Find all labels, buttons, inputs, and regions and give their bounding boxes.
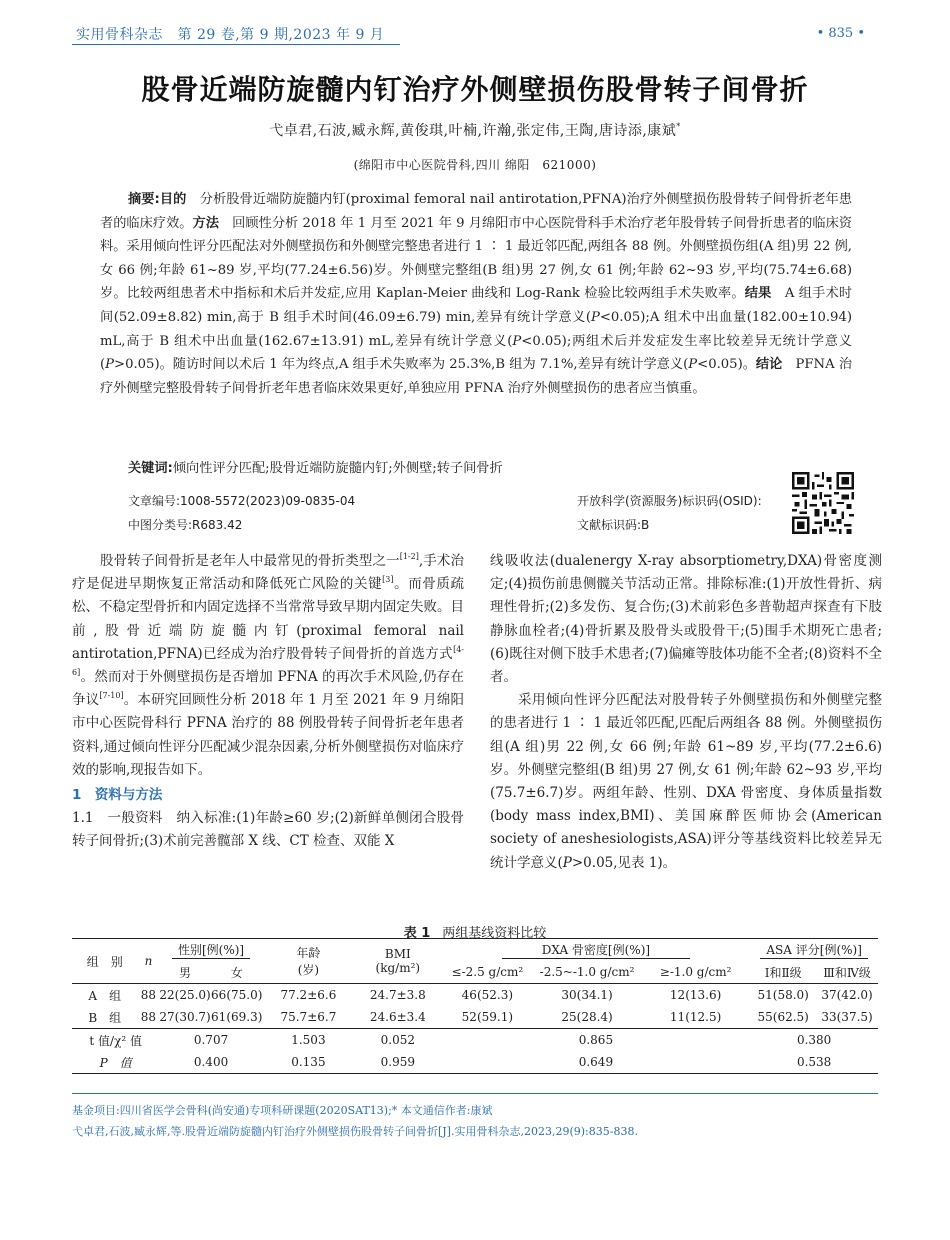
- p-symbol: P: [512, 333, 522, 349]
- cell-asa-1: 55(62.5): [757, 1010, 809, 1024]
- intro-text: 。然而对于外侧壁损伤是否增加 PFNA 的再次手术风险,仍存在争议: [72, 669, 464, 709]
- cell-bmi: 24.7±3.8: [369, 988, 426, 1002]
- col-header-group: 组 别: [72, 939, 138, 984]
- result-text-5: <0.05)。: [697, 357, 756, 373]
- citation-note: 弋卓君,石波,臧永辉,等.股骨近端防旋髓内钉治疗外侧壁损伤股骨转子间骨折[J].实用骨科杂志,2023,29(9):835-838.: [72, 1125, 638, 1138]
- abstract-label: 摘要:: [128, 192, 160, 207]
- intro-text: 股骨转子间骨折是老年人中最常见的骨折类型之一: [100, 553, 400, 569]
- cell-female: 61(69.3): [211, 1010, 263, 1024]
- p-symbol: P: [591, 309, 600, 325]
- cell-bmi: 24.6±3.4: [369, 1010, 426, 1024]
- author-list: [0, 120, 950, 140]
- p-sex: 0.400: [159, 1051, 262, 1074]
- result-label: 结果: [744, 286, 772, 302]
- dxa-header-text: DXA 骨密度[例(%)]: [502, 941, 690, 959]
- cell-n: 88: [140, 1010, 157, 1024]
- page-number: • 835 •: [816, 26, 865, 41]
- citation[interactable]: [3]: [382, 575, 394, 585]
- inclusion-criteria: 纳入标准:(1)年龄≥60 岁;(2)新鲜单侧闭合股骨转子间骨折;(3)术前完善髋部 X 线、CT 检查、双能 X: [72, 810, 465, 850]
- matching-text: 采用倾向性评分匹配法对股骨转子外侧壁损伤和外侧壁完整的患者进行 1 ∶ 1 最近邻匹配,匹配后两组各 88 例。外侧壁损伤组(A 组)男 22 例,女 66 例;年龄 61~89 岁,平均(77.2±6.6)岁。外侧壁完整组(B 组)男 27 例,女 61 例;年龄 62~93 岁,平均(75.7±6.7)岁。两组年龄、性别、DXA 骨密度、身体质量指数(body mass index,BMI)、美国麻醉医师协会(American society of aneshesiologists,ASA)评分等基线资料比较差异无统计学意义(: [490, 692, 882, 871]
- criteria-paragraph: 线吸收法(dualenergy X-ray absorptiometry,DXA)骨密度测定;(4)损伤前患侧髋关节活动正常。排除标准:(1)开放性骨折、病理性骨折;(2)多发伤、复合伤;(3)术前彩色多普勒超声探查有下肢静脉血栓者;(4)骨折累及股骨头或股骨干;(5)围手术期死亡患者;(6)既往对侧下肢手术患者;(7)偏瘫等肢体功能不全者;(8)资料不全者。: [490, 553, 882, 686]
- cell-age: 75.7±6.7: [280, 1010, 337, 1024]
- p-asa: 0.538: [750, 1051, 878, 1074]
- col-header-sex: [159, 939, 262, 962]
- conclusion-text: PFNA 治疗外侧壁完整股骨转子间骨折老年患者临床效果更好,单独应用 PFNA 治疗外侧壁损伤的患者应当慎重。: [100, 357, 853, 396]
- footnote-rule: [72, 1093, 878, 1094]
- header-rule: [72, 44, 400, 45]
- cell-asa-1: 51(58.0): [757, 988, 809, 1002]
- affiliation: (绵阳市中心医院骨科,四川 绵阳 621000): [353, 158, 597, 172]
- table-title: 两组基线资料比较: [442, 926, 547, 941]
- method-text: 回顾性分析 2018 年 1 月至 2021 年 9 月绵阳市中心医院骨科手术治疗老年股骨转子间骨折患者的临床资料。采用倾向性评分匹配法对外侧壁损伤和外侧壁完整患者进行 1 ∶ 1 最近邻匹配,两组各 88 例。外侧壁损伤组(A 组)男 22 例,女 66 例;年龄 61~89 岁,平均(77.24±6.56)岁。外侧壁完整组(B 组)男 27 例,女 61 例;年龄 62~93 岁,平均(75.74±6.68)岁。比较两组患者术中指标和术后并发症,应用 Kaplan-Meier 曲线和 Log-Rank 检验比较两组手术失败率。: [100, 215, 853, 302]
- classification-number: 中图分类号:R683.42: [128, 518, 243, 532]
- intro-paragraph: [72, 550, 464, 782]
- cell-dxa-2: 30(34.1): [561, 988, 613, 1002]
- keywords-text: 倾向性评分匹配;股骨近端防旋髓内钉;外侧壁;转子间骨折: [172, 461, 503, 476]
- col-header-dxa: [442, 939, 751, 962]
- col-header-n: [138, 939, 160, 984]
- intro-text: ,手术治疗是促进早期恢复正常活动和降低死亡风险的关键: [72, 553, 465, 593]
- table-row-p-value: [72, 1051, 878, 1074]
- funding-note: 基金项目:四川省医学会骨科(尚安通)专项科研课题(2020SAT13);* 本文通信作者:康斌: [72, 1104, 493, 1117]
- result-text-2: <0.05);A 组术中出血量(182.00±10.94) mL,高于 B 组术中出血量(162.67±13.91) mL,差异有统计学意义(: [100, 309, 852, 349]
- cell-group: A 组: [88, 988, 122, 1003]
- cell-dxa-3: 11(12.5): [669, 1010, 722, 1024]
- table-row-statistic: [72, 1029, 878, 1052]
- stat-asa: 0.380: [750, 1029, 878, 1052]
- abstract-body: [100, 188, 852, 400]
- col-header-dxa-3: ≥-1.0 g/cm²: [641, 961, 750, 984]
- table-row: [72, 984, 878, 1007]
- subsection-heading: 1.1 一般资料: [72, 810, 163, 827]
- baseline-table: [72, 938, 878, 1074]
- table-number: 表 1: [403, 926, 431, 941]
- keywords: [128, 457, 503, 476]
- running-header-journal: 实用骨科杂志 第 29 卷,第 9 期,2023 年 9 月: [76, 27, 385, 43]
- intro-text: 。本研究回顾性分析 2018 年 1 月至 2021 年 9 月绵阳市中心医院骨科行 PFNA 治疗的 88 例股骨转子间骨折老年患者资料,通过倾向性评分匹配减少混杂因素,分析外侧壁损伤对临床疗效的影响,现报告如下。: [72, 692, 464, 778]
- stat-label: t 值/χ² 值: [72, 1029, 159, 1052]
- cell-asa-2: 37(42.0): [821, 988, 873, 1002]
- document-code: 文献标识码:B: [577, 518, 650, 532]
- result-text-4: >0.05)。随访时间以术后 1 年为终点,A 组手术失败率为 25.3%,B 组为 7.1%,差异有统计学意义(: [114, 357, 689, 373]
- stat-bmi: 0.052: [354, 1029, 441, 1052]
- n-symbol: n: [144, 954, 153, 968]
- p-symbol: P: [562, 854, 572, 871]
- col-header-asa-2: Ⅲ和Ⅳ级: [816, 961, 878, 984]
- cell-female: 66(75.0): [211, 988, 263, 1002]
- result-text-3: <0.05);两组术后并发症发生率比较差异无统计学意义(: [100, 333, 852, 373]
- intro-text: 。而骨质疏松、不稳定型骨折和内固定选择不当常常导致早期内固定失败。目前,股骨近端防旋髓内钉(proximal femoral nail antirotation,PFNA)已经成为治疗股骨转子间骨折的首选方式: [72, 576, 465, 662]
- bmi-header: BMI: [384, 947, 411, 961]
- result-text-1: A 组手术时间(52.09±8.82) min,高于 B 组手术时间(46.09±6.79) min,差异有统计学意义(: [100, 286, 853, 325]
- article-number: 文章编号:1008-5572(2023)09-0835-04: [128, 494, 356, 508]
- cell-male: 27(30.7): [159, 1010, 211, 1024]
- authors-text: 弋卓君,石波,臧永辉,黄俊琪,叶楠,许瀚,张定伟,王陶,唐诗添,康斌: [269, 123, 677, 139]
- col-header-asa-1: Ⅰ和Ⅱ级: [750, 961, 816, 984]
- col-header-female: 女: [211, 961, 263, 984]
- aim-text: 分析股骨近端防旋髓内钉(proximal femoral nail antirotation,PFNA)治疗外侧壁损伤股骨转子间骨折老年患者的临床疗效。: [100, 192, 853, 231]
- qr-code-icon[interactable]: [792, 472, 854, 534]
- stat-dxa: 0.865: [442, 1029, 751, 1052]
- body-column-right: [490, 550, 882, 875]
- osid-label: 开放科学(资源服务)标识码(OSID):: [577, 494, 762, 508]
- stat-age: 1.503: [263, 1029, 354, 1052]
- section-heading: 1 资料与方法: [72, 787, 163, 804]
- matching-paragraph: [490, 689, 882, 875]
- citation[interactable]: [7-10]: [99, 691, 124, 701]
- col-header-male: 男: [159, 961, 210, 984]
- cell-dxa-3: 12(13.6): [669, 988, 722, 1002]
- matching-text: >0.05,见表 1)。: [571, 854, 677, 871]
- col-header-asa: [750, 939, 878, 962]
- p-dxa: 0.649: [442, 1051, 751, 1074]
- age-unit: (岁): [297, 963, 320, 977]
- citation[interactable]: [4-6]: [72, 644, 464, 678]
- age-header: 年龄: [296, 946, 321, 960]
- citation[interactable]: [1-2]: [399, 552, 419, 561]
- bmi-unit: (kg/m²): [375, 961, 421, 975]
- cell-age: 77.2±6.6: [280, 988, 337, 1002]
- subsection-paragraph: [72, 807, 464, 853]
- method-label: 方法: [192, 215, 219, 231]
- abstract: [100, 188, 852, 400]
- cell-dxa-2: 25(28.4): [561, 1010, 613, 1024]
- cell-n: 88: [140, 988, 157, 1002]
- cell-male: 22(25.0): [159, 988, 211, 1002]
- p-bmi: 0.959: [354, 1051, 441, 1074]
- asa-header-text: ASA 评分[例(%)]: [760, 941, 868, 959]
- body-column-left: [72, 550, 464, 854]
- corresponding-mark: *: [676, 122, 681, 131]
- col-header-age: [263, 939, 354, 984]
- p-symbol: P: [105, 357, 115, 373]
- stat-sex: 0.707: [159, 1029, 262, 1052]
- table-row: [72, 1006, 878, 1029]
- keywords-label: 关键词:: [128, 461, 173, 476]
- cell-asa-2: 33(37.5): [821, 1010, 873, 1024]
- article-title: 股骨近端防旋髓内钉治疗外侧壁损伤股骨转子间骨折: [141, 73, 809, 106]
- col-header-dxa-1: ≤-2.5 g/cm²: [442, 961, 534, 984]
- cell-dxa-1: 52(59.1): [461, 1010, 514, 1024]
- p-label-text: P 值: [99, 1055, 132, 1070]
- sex-header-text: 性别[例(%)]: [172, 941, 250, 959]
- aim-label: 目的: [159, 192, 187, 207]
- p-label: [72, 1051, 159, 1074]
- cell-dxa-1: 46(52.3): [461, 988, 514, 1002]
- col-header-bmi: [354, 939, 441, 984]
- p-symbol: P: [688, 357, 698, 373]
- cell-group: B 组: [88, 1010, 122, 1025]
- conclusion-label: 结论: [755, 357, 783, 373]
- p-age: 0.135: [263, 1051, 354, 1074]
- col-header-dxa-2: -2.5~-1.0 g/cm²: [533, 961, 641, 984]
